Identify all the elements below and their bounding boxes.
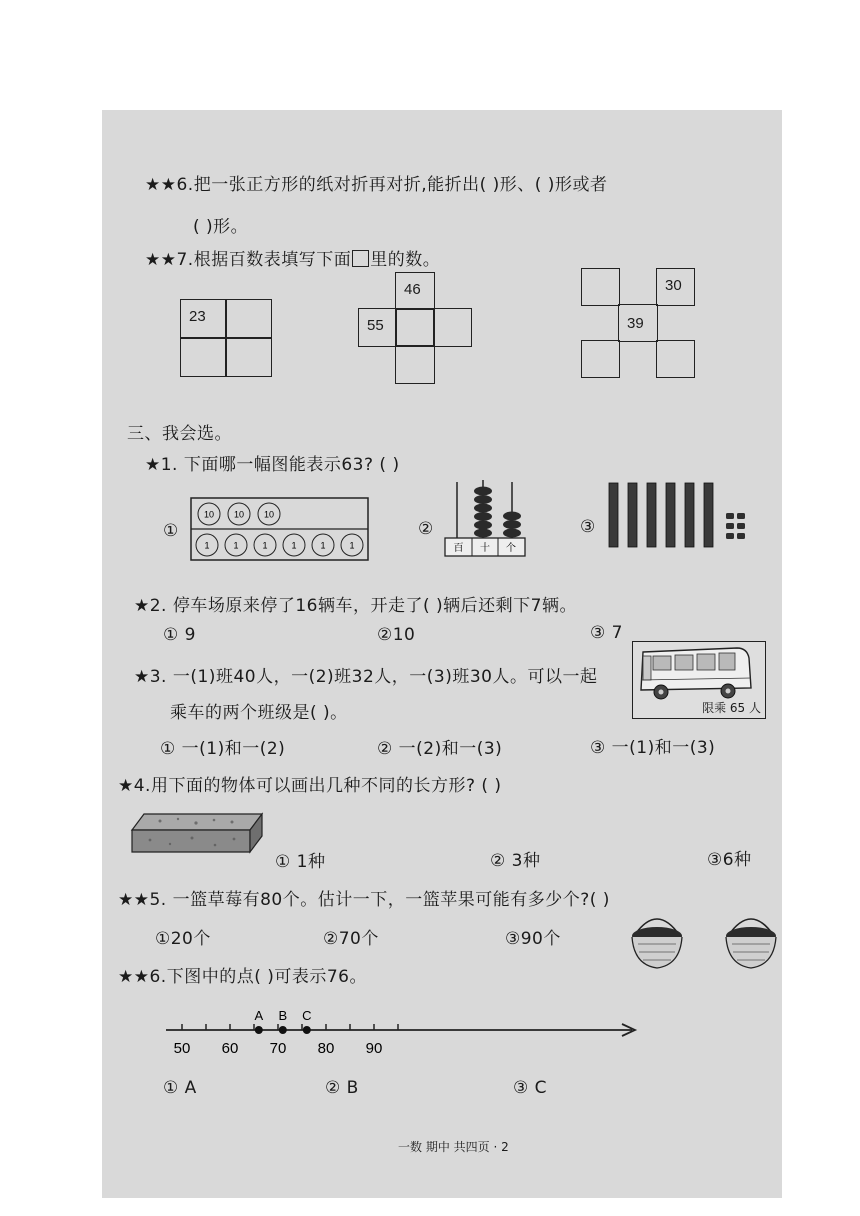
c5-option-1: ①20个 <box>155 929 211 949</box>
c1-option3-mark: ③ <box>580 517 596 537</box>
bus-icon <box>633 642 764 702</box>
number-line-tick-label: 70 <box>269 1040 287 1057</box>
q7-text-after: 里的数。 <box>370 250 441 270</box>
abacus-label-hundreds: 百 <box>453 543 464 554</box>
number-line <box>160 1000 650 1062</box>
c6-option-2: ② B <box>325 1078 359 1098</box>
number-line-point <box>255 1026 263 1034</box>
number-line-tick-label: 80 <box>317 1040 335 1057</box>
c2-question: ★2. 停车场原来停了16辆车，开走了( )辆后还剩下7辆。 <box>134 596 577 616</box>
abacus-figure <box>443 476 529 560</box>
grid-cell: 30 <box>656 268 695 306</box>
q6-line2: ( )形。 <box>193 217 249 237</box>
bus-capacity-label: 限乘 65 人 <box>702 701 761 715</box>
c5-option-3: ③90个 <box>505 929 561 949</box>
c5-option-2: ②70个 <box>323 929 379 949</box>
tens-rods-figure <box>606 481 756 551</box>
abacus-label-tens: 十 <box>480 543 490 554</box>
answer-box-icon <box>352 250 369 267</box>
q6-line1: ★★6.把一张正方形的纸对折再对折,能折出( )形、( )形或者 <box>145 175 608 195</box>
grid-cell <box>225 299 272 339</box>
number-line-point-label: C <box>302 1008 312 1023</box>
ones-circle-label: 1 <box>262 540 268 551</box>
c3-question-line2: 乘车的两个班级是( )。 <box>170 703 348 723</box>
c6-option-1: ① A <box>163 1078 197 1098</box>
grid-cell <box>180 337 227 377</box>
c3-question: ★3. 一(1)班40人，一(2)班32人，一(3)班30人。可以一起 <box>134 667 598 687</box>
c3-option-2: ② 一(2)和一(3) <box>377 739 503 759</box>
bus-image <box>632 641 766 719</box>
ones-circle-label: 1 <box>320 540 326 551</box>
strawberry-basket-icon <box>628 910 686 972</box>
number-line-point <box>279 1026 287 1034</box>
tens-circle-label: 10 <box>263 509 275 520</box>
q7-question <box>145 245 440 270</box>
ones-circle-label: 1 <box>349 540 355 551</box>
c6-option-3: ③ C <box>513 1078 548 1098</box>
tens-circle-label: 10 <box>233 509 245 520</box>
ones-circle-label: 1 <box>291 540 297 551</box>
grid-cell <box>581 268 620 306</box>
apple-basket-icon <box>722 910 780 972</box>
grid-cell <box>581 340 620 378</box>
grid-cell <box>395 345 435 384</box>
tens-circle-label: 10 <box>203 509 215 520</box>
grid-cell <box>433 308 472 347</box>
c5-question: ★★5. 一篮草莓有80个。估计一下，一篮苹果可能有多少个?( ) <box>118 890 610 910</box>
number-line-point-label: A <box>254 1008 264 1023</box>
tens-ones-circles-figure <box>190 497 370 563</box>
c4-option-2: ② 3种 <box>490 851 541 871</box>
abacus-label-ones: 个 <box>506 543 516 554</box>
grid-cell: 46 <box>395 272 435 310</box>
brick-icon <box>130 812 265 856</box>
c4-option-1: ① 1种 <box>275 852 326 872</box>
c1-option2-mark: ② <box>418 519 434 539</box>
grid-cell: 39 <box>618 304 658 342</box>
c4-question: ★4.用下面的物体可以画出几种不同的长方形? ( ) <box>118 776 502 796</box>
c1-option1-mark: ① <box>163 521 179 541</box>
number-line-tick-label: 50 <box>173 1040 191 1057</box>
page-footer: 一数 期中 共四页 · 2 <box>398 1140 509 1154</box>
q7-text: ★★7.根据百数表填写下面 <box>145 250 352 270</box>
grid-cell <box>656 340 695 378</box>
number-line-point-label: B <box>278 1008 288 1023</box>
c6-question: ★★6.下图中的点( )可表示76。 <box>118 967 368 987</box>
c3-option-1: ① 一(1)和一(2) <box>160 739 286 759</box>
section-title: 三、我会选。 <box>127 424 232 444</box>
ones-circle-label: 1 <box>204 540 210 551</box>
number-line-tick-label: 90 <box>365 1040 383 1057</box>
grid-cell: 23 <box>180 299 227 339</box>
ones-circle-label: 1 <box>233 540 239 551</box>
grid-cell <box>395 308 435 347</box>
c1-question: ★1. 下面哪一幅图能表示63? ( ) <box>145 455 400 475</box>
c2-option-2: ②10 <box>377 625 416 645</box>
number-line-point <box>303 1026 311 1034</box>
c3-option-3: ③ 一(1)和一(3) <box>590 738 716 758</box>
number-line-tick-label: 60 <box>221 1040 239 1057</box>
c2-option-1: ① 9 <box>163 625 196 645</box>
grid-cell: 55 <box>358 308 397 347</box>
c2-option-3: ③ 7 <box>590 623 623 643</box>
grid-cell <box>225 337 272 377</box>
c4-option-3: ③6种 <box>707 850 752 870</box>
